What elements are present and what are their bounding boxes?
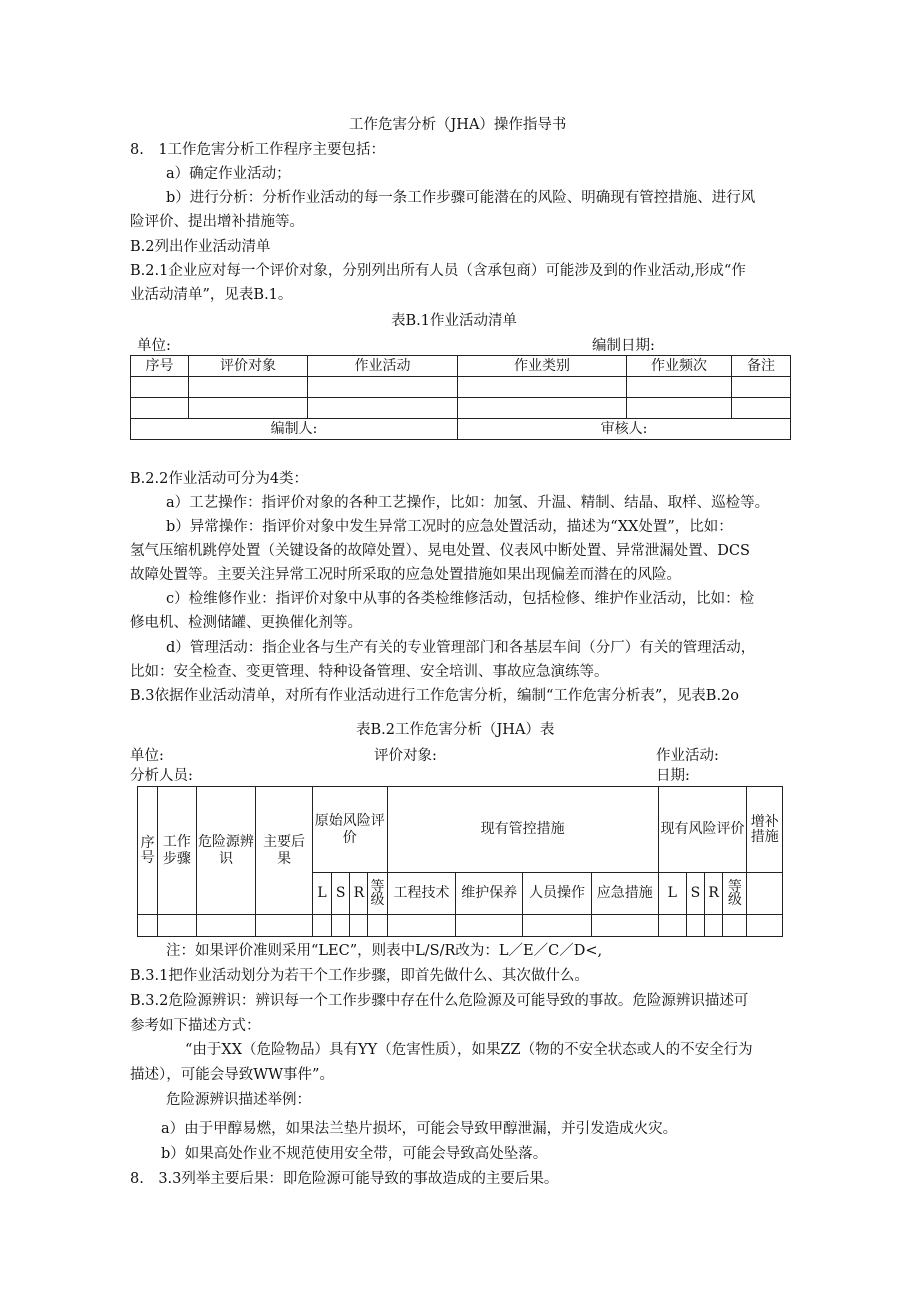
sub-header-r: R — [705, 873, 723, 915]
table-cell — [627, 398, 732, 419]
section-8-1: 8. 1工作危害分析工作程序主要包括： — [130, 142, 386, 158]
table-b2-object-label: 评价对象: — [374, 748, 437, 764]
sub-header-level: 等级 — [368, 873, 387, 915]
compiler-cell: 编制人: — [131, 419, 458, 440]
sub-header-level: 等级 — [723, 873, 747, 915]
paragraph: 描述），可能会导致WW事件”。 — [130, 1067, 334, 1083]
table-cell — [732, 398, 791, 419]
table-cell — [158, 915, 196, 937]
sub-header-s: S — [332, 873, 350, 915]
paragraph: 氢气压缩机跳停处置（关键设备的故障处置）、晃电处置、仪表风中断处置、异常泄漏处置、DCS — [130, 543, 750, 559]
paragraph: b）如果高处作业不规范使用安全带，可能会导致高处坠落。 — [161, 1146, 548, 1162]
paragraph: B.2.2作业活动可分为4类： — [130, 471, 309, 487]
table-b1 — [130, 355, 791, 440]
paragraph: B.2.1企业应对每一个评价对象，分别列出所有人员（含承包商）可能涉及到的作业活动,形成“作 — [130, 263, 746, 279]
step-header: 工作步骤 — [158, 787, 196, 915]
table-header-cell: 序号 — [131, 356, 189, 377]
table-cell — [627, 377, 732, 398]
table-row — [131, 377, 791, 398]
table-cell — [458, 398, 627, 419]
sub-header-personnel: 人员操作 — [523, 873, 592, 915]
sub-header-r: R — [350, 873, 368, 915]
table-footer-row — [131, 419, 791, 440]
sub-header-maintenance: 维护保养 — [456, 873, 523, 915]
paragraph: 故障处置等。主要关注异常工况时所采取的应急处置措施如果出现偏差而潜在的风险。 — [130, 567, 681, 583]
table-cell — [458, 377, 627, 398]
paragraph: 比如：安全检查、变更管理、特种设备管理、安全培训、事故应急演练等。 — [130, 664, 609, 680]
sub-header-emergency: 应急措施 — [591, 873, 658, 915]
table-cell — [456, 915, 523, 937]
seq-header: 序号 — [138, 787, 158, 915]
table-b2-analyst-label: 分析人员: — [130, 768, 193, 784]
table-b2-date-label: 日期: — [656, 768, 690, 784]
table-cell — [591, 915, 658, 937]
paragraph: 修电机、检测储罐、更换催化剂等。 — [130, 615, 362, 631]
paragraph: B.3.1把作业活动划分为若干个工作步骤，即首先做什么、其次做什么。 — [130, 968, 589, 984]
paragraph: b）异常操作：指评价对象中发生异常工况时的应急处置活动，描述为“XX处置”，比如： — [166, 519, 733, 535]
table-cell — [368, 915, 387, 937]
table-b1-unit-label: 单位: — [137, 338, 171, 354]
page-title: 工作危害分析（JHA）操作指导书 — [349, 117, 567, 133]
additional-measures-header: 增补措施 — [747, 787, 783, 873]
table-cell — [189, 377, 308, 398]
table-header-row — [138, 787, 783, 873]
section-8-3: 8. 3.3列举主要后果：即危险源可能导致的事故造成的主要后果。 — [130, 1171, 559, 1187]
table-header-cell: 作业频次 — [627, 356, 732, 377]
consequence-header: 主要后果 — [256, 787, 313, 915]
table-b2-caption: 表B.2工作危害分析（JHA）表 — [356, 722, 555, 738]
paragraph: 险评价、提出增补措施等。 — [130, 214, 304, 230]
table-cell — [658, 915, 686, 937]
table-cell — [747, 873, 783, 915]
paragraph: a）工艺操作：指评价对象的各种工艺操作，比如：加氢、升温、精制、结晶、取样、巡检等。 — [166, 495, 770, 511]
section-heading: B.2列出作业活动清单 — [130, 239, 271, 255]
reviewer-cell: 审核人: — [458, 419, 791, 440]
table-cell — [138, 915, 158, 937]
table-b2-activity-label: 作业活动: — [656, 748, 719, 764]
table-cell — [686, 915, 704, 937]
table-header-cell: 评价对象 — [189, 356, 308, 377]
paragraph: 参考如下描述方式： — [130, 1018, 261, 1034]
paragraph: d）管理活动：指企业各与生产有关的专业管理部门和各基层车间（分厂）有关的管理活动， — [166, 640, 756, 656]
paragraph: B.3依据作业活动清单，对所有作业活动进行工作危害分析，编制“工作危害分析表”，见表B.2o — [130, 688, 740, 704]
table-b2 — [137, 786, 783, 937]
controls-header: 现有管控措施 — [387, 787, 658, 873]
table-cell — [189, 398, 308, 419]
table-cell — [350, 915, 368, 937]
table-cell — [723, 915, 747, 937]
table-header-cell: 作业活动 — [308, 356, 458, 377]
sub-header-l: L — [658, 873, 686, 915]
paragraph: a）由于甲醇易燃，如果法兰垫片损坏，可能会导致甲醇泄漏，并引发造成火灾。 — [161, 1121, 678, 1137]
paragraph: b）进行分析：分析作业活动的每一条工作步骤可能潜在的风险、明确现有管控措施、进行风 — [166, 190, 756, 206]
table-cell — [312, 915, 331, 937]
original-risk-header: 原始风险评价 — [312, 787, 387, 873]
table-cell — [732, 377, 791, 398]
table-cell — [523, 915, 592, 937]
paragraph: “由于XX（危险物品）具有YY（危害性质），如果ZZ（物的不安全状态或人的不安全行为 — [185, 1042, 753, 1058]
table-header-row — [131, 356, 791, 377]
paragraph: 业活动清单”，见表B.1。 — [130, 287, 293, 303]
table-header-cell: 备注 — [732, 356, 791, 377]
table-cell — [308, 398, 458, 419]
hazard-header: 危险源辨识 — [196, 787, 256, 915]
sub-header-engineering: 工程技术 — [387, 873, 456, 915]
table-b1-caption: 表B.1作业活动清单 — [391, 313, 517, 329]
table-cell — [256, 915, 313, 937]
sub-header-l: L — [312, 873, 331, 915]
table-cell — [387, 915, 456, 937]
paragraph: B.3.2危险源辨识：辨识每一个工作步骤中存在什么危险源及可能导致的事故。危险源辨识描述可 — [130, 993, 749, 1009]
table-cell — [332, 915, 350, 937]
paragraph: c）检维修作业：指评价对象中从事的各类检维修活动，包括检修、维护作业活动，比如：检 — [166, 591, 755, 607]
table-cell — [131, 398, 189, 419]
table-b1-date-label: 编制日期: — [592, 338, 655, 354]
table-cell — [705, 915, 723, 937]
paragraph: a）确定作业活动； — [166, 166, 291, 182]
table-b2-unit-label: 单位: — [130, 748, 164, 764]
table-row — [138, 915, 783, 937]
paragraph: 危险源辨识描述举例： — [166, 1092, 311, 1108]
sub-header-s: S — [686, 873, 704, 915]
current-risk-header: 现有风险评价 — [658, 787, 747, 873]
table-cell — [308, 377, 458, 398]
table-cell — [747, 915, 783, 937]
table-cell — [196, 915, 256, 937]
table-cell — [131, 377, 189, 398]
table-row — [131, 398, 791, 419]
table-header-cell: 作业类别 — [458, 356, 627, 377]
table-b2-note: 注：如果评价准则采用“LEC”，则表中L/S/R改为：L／E／C／D<, — [166, 943, 603, 959]
